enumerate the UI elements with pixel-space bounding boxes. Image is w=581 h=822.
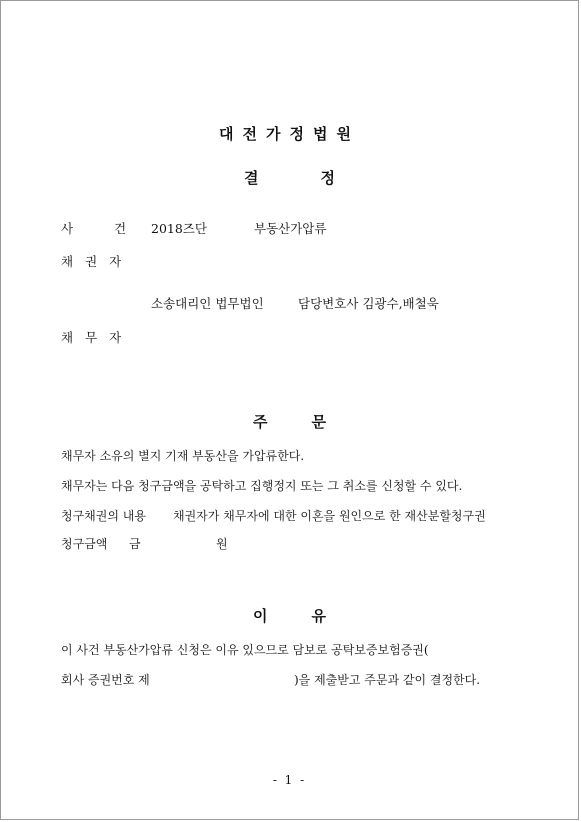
order-heading-right: 문	[311, 413, 326, 431]
creditor-label: 채권자	[61, 254, 134, 269]
reason-heading	[1, 605, 578, 626]
reason-line-1: 이 사건 부동산가압류 신청은 이유 있으므로 담보로 공탁보증보험증권(	[61, 643, 429, 657]
order-line-1: 채무자 소유의 별지 기재 부동산을 가압류한다.	[61, 449, 305, 463]
case-label-b: 건	[114, 221, 127, 236]
reason-line-2b: )을 제출받고 주문과 같이 결정한다.	[294, 673, 481, 687]
attorney-names: 담당변호사 김광수,배철욱	[298, 296, 439, 311]
claim-label: 청구채권의 내용	[61, 509, 146, 523]
claim-text: 채권자가 채무자에 대한 이혼을 원인으로 한 재산분할청구권	[173, 509, 486, 523]
amount-label: 청구금액	[61, 537, 108, 551]
agent-label: 소송대리인 법무법인	[151, 296, 264, 311]
case-name: 부동산가압류	[254, 221, 327, 236]
order-line-2: 채무자는 다음 청구금액을 공탁하고 집행정지 또는 그 취소를 신청할 수 있다.	[61, 479, 463, 493]
document-title-right: 정	[320, 169, 335, 187]
court-name: 대전가정법원	[219, 125, 360, 143]
document-title	[1, 167, 578, 188]
reason-heading-right: 유	[311, 607, 326, 625]
document-title-left: 결	[244, 169, 259, 187]
case-number: 2018즈단	[151, 221, 207, 236]
order-heading-left: 주	[253, 413, 268, 431]
reason-heading-left: 이	[253, 607, 268, 625]
order-heading	[1, 411, 578, 432]
amount-suffix: 원	[216, 537, 228, 551]
case-label-a: 사	[61, 221, 74, 236]
page-number: - 1 -	[272, 773, 307, 787]
debtor-label: 채무자	[61, 330, 134, 345]
reason-line-2a: 회사 증권번호 제	[61, 673, 150, 687]
amount-prefix: 금	[129, 537, 141, 551]
